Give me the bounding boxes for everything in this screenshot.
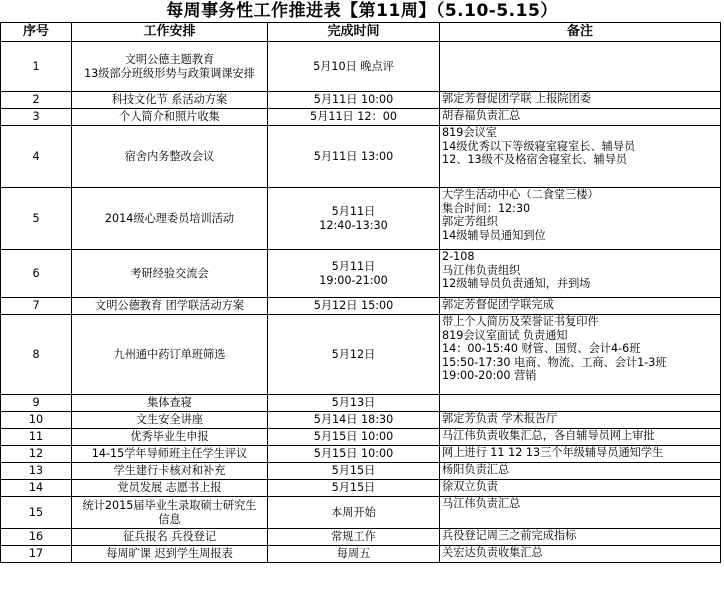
cell-time-line: 5月11日 [331,205,376,218]
cell-task-line: 集体查寝 [147,396,192,410]
cell-note [440,446,721,463]
cell-note [440,463,721,480]
cell-seq: 12 [1,446,72,463]
cell-time-line: 12:40-13:30 [319,218,388,232]
cell-time-line: 5月11日 13:00 [313,149,394,163]
cell-seq: 4 [1,126,72,188]
cell-time [268,298,440,315]
table-row [1,429,721,446]
table-row [1,529,721,546]
cell-task-line: 宿舍内务整改会议 [124,149,215,163]
table-row [1,546,721,563]
cell-note-line: 马江伟负责组织 [442,263,521,277]
cell-task-line: 征兵报名 兵役登记 [122,530,217,544]
cell-note [440,109,721,126]
cell-task [72,395,268,412]
cell-task-line: 个人简介和照片收集 [119,110,220,124]
table-body [1,42,721,563]
cell-task-line: 文生安全讲座 [135,413,204,427]
cell-time-line: 每周五 [336,547,371,561]
header-note: 备注 [440,23,721,42]
cell-seq: 6 [1,250,72,298]
cell-note-line: 15:50-17:30 电商、物流、工商、会计1-3班 [442,355,667,369]
cell-time-line: 5月15日 10:00 [313,447,394,461]
table-row [1,412,721,429]
cell-task [72,298,268,315]
cell-task [72,497,268,529]
cell-task-line: 2014级心理委员培训活动 [104,211,235,225]
table-header-row [1,23,721,42]
cell-task-line: 信息 [158,512,181,526]
cell-time [268,412,440,429]
cell-note-line: 马江伟负责汇总 [442,497,521,510]
cell-note-line: 徐双立负责 [442,480,498,493]
cell-note-line: 14级辅导员通知到位 [442,228,546,242]
cell-time-line: 5月12日 15:00 [313,299,394,313]
cell-time [268,315,440,395]
table-row [1,298,721,315]
cell-time-line: 5月11日 10:00 [313,93,394,107]
cell-time-line: 5月10日 晚点评 [313,59,394,73]
cell-time [268,446,440,463]
cell-time [268,188,440,250]
cell-note [440,429,721,446]
header-seq: 序号 [1,23,72,42]
cell-note-line: 郭定芳督促团学联 上报院团委 [442,92,591,105]
cell-note-line: 集合时间：12:30 [442,201,531,215]
cell-task [72,42,268,92]
cell-task [72,480,268,497]
cell-note-line: 马江伟负责收集汇总，各自辅导员网上审批 [442,429,655,442]
cell-seq: 9 [1,395,72,412]
cell-time-line: 常规工作 [331,530,376,544]
cell-note-line: 14：00-15:40 财管、国贸、会计4-6班 [442,342,641,355]
table-row [1,250,721,298]
cell-note-line: 胡春福负责汇总 [442,109,521,122]
cell-note [440,546,721,563]
header-time: 完成时间 [268,23,440,42]
table-row [1,315,721,395]
cell-note-line: 大学生活动中心（二食堂三楼） [442,188,599,201]
cell-note [440,298,721,315]
cell-seq: 11 [1,429,72,446]
cell-task-line: 党员发展 志愿书上报 [117,481,222,495]
cell-seq: 10 [1,412,72,429]
table-row [1,463,721,480]
cell-time-line: 5月15日 [331,481,376,495]
cell-time [268,126,440,188]
cell-time [268,92,440,109]
cell-note [440,250,721,298]
cell-note-line: 杨阳负责汇总 [442,463,510,476]
cell-time-line: 5月11日 [331,260,376,273]
cell-time [268,250,440,298]
cell-seq: 1 [1,42,72,92]
cell-task-line: 统计2015届毕业生录取硕士研究生 [82,499,257,512]
cell-time [268,529,440,546]
cell-seq: 7 [1,298,72,315]
cell-task-line: 文明公德教育 团学联活动方案 [95,299,244,313]
cell-task-line: 文明公德主题教育 [124,53,215,66]
cell-seq: 3 [1,109,72,126]
cell-task [72,126,268,188]
cell-task [72,546,268,563]
cell-task-line: 科技文化节 系活动方案 [111,93,228,107]
cell-note [440,412,721,429]
cell-task [72,109,268,126]
cell-seq: 13 [1,463,72,480]
cell-note-line: 郭定芳组织 [442,215,498,228]
cell-time-line: 5月15日 [331,464,376,478]
cell-note [440,529,721,546]
table-row [1,126,721,188]
cell-task-line: 14-15学年导师班主任学生评议 [91,447,248,461]
cell-task-line: 考研经验交流会 [130,266,209,280]
cell-task-line: 每周旷课 迟到学生周报表 [106,547,233,561]
cell-seq: 8 [1,315,72,395]
cell-note [440,126,721,188]
table-row [1,109,721,126]
table-row [1,395,721,412]
table-row [1,480,721,497]
cell-time-line: 5月12日 [331,347,376,361]
cell-seq: 16 [1,529,72,546]
cell-note-line: 郭定芳督促团学联完成 [442,298,554,311]
cell-note-line: 郭定芳负责 学术报告厅 [442,412,558,425]
table-row [1,42,721,92]
cell-seq: 5 [1,188,72,250]
cell-time-line: 5月11日 12：00 [310,110,397,124]
cell-seq: 17 [1,546,72,563]
cell-time-line: 本周开始 [331,505,376,519]
cell-seq: 14 [1,480,72,497]
cell-task [72,250,268,298]
cell-task-line: 13级部分班级形势与政策调课安排 [84,66,255,80]
cell-time [268,429,440,446]
cell-note [440,315,721,395]
table-row [1,188,721,250]
cell-time [268,497,440,529]
cell-task-line: 学生建行卡核对和补充 [113,464,226,478]
cell-task-line: 九州通中药订单班筛选 [113,347,226,361]
cell-note-line: 带上个人简历及荣誉证书复印件 [442,315,599,328]
cell-time [268,480,440,497]
cell-note-line: 819会议室面试 负责通知 [442,328,568,342]
page-title: 每周事务性工作推进表【第11周】（5.10-5.15） [166,1,558,21]
cell-note-line: 关宏达负责收集汇总 [442,546,543,559]
cell-note-line: 12、13级不及格宿舍寝室长、辅导员 [442,153,628,166]
cell-note [440,395,721,412]
cell-seq: 2 [1,92,72,109]
cell-time [268,42,440,92]
cell-time-line: 19:00-21:00 [319,273,388,287]
cell-task [72,412,268,429]
cell-task [72,429,268,446]
cell-note [440,42,721,92]
table-row [1,446,721,463]
cell-task [72,188,268,250]
cell-task [72,529,268,546]
cell-note [440,188,721,250]
cell-note [440,92,721,109]
cell-time [268,109,440,126]
cell-time-line: 5月13日 [331,396,376,410]
table-row [1,92,721,109]
cell-task [72,446,268,463]
cell-time-line: 5月14日 18:30 [313,413,394,427]
cell-task [72,315,268,395]
cell-note-line: 12级辅导员负责通知，并到场 [442,277,591,290]
cell-time [268,395,440,412]
cell-note-line: 网上进行 11 12 13三个年级辅导员通知学生 [442,446,664,459]
cell-time [268,463,440,480]
cell-note-line: 兵役登记周三之前完成指标 [442,529,577,542]
cell-task-line: 优秀毕业生申报 [130,430,209,444]
table-row [1,497,721,529]
weekly-task-table [0,22,721,563]
cell-time [268,546,440,563]
cell-time-line: 5月15日 10:00 [313,430,394,444]
cell-note [440,480,721,497]
cell-note [440,497,721,529]
cell-note-line: 14级优秀以下等级寝室寝室长、辅导员 [442,139,636,153]
cell-task [72,92,268,109]
cell-task [72,463,268,480]
cell-seq: 15 [1,497,72,529]
header-task: 工作安排 [72,23,268,42]
cell-note-line: 2-108 [442,250,475,263]
cell-note-line: 19:00-20:00 营销 [442,369,537,382]
cell-note-line: 819会议室 [442,126,497,139]
